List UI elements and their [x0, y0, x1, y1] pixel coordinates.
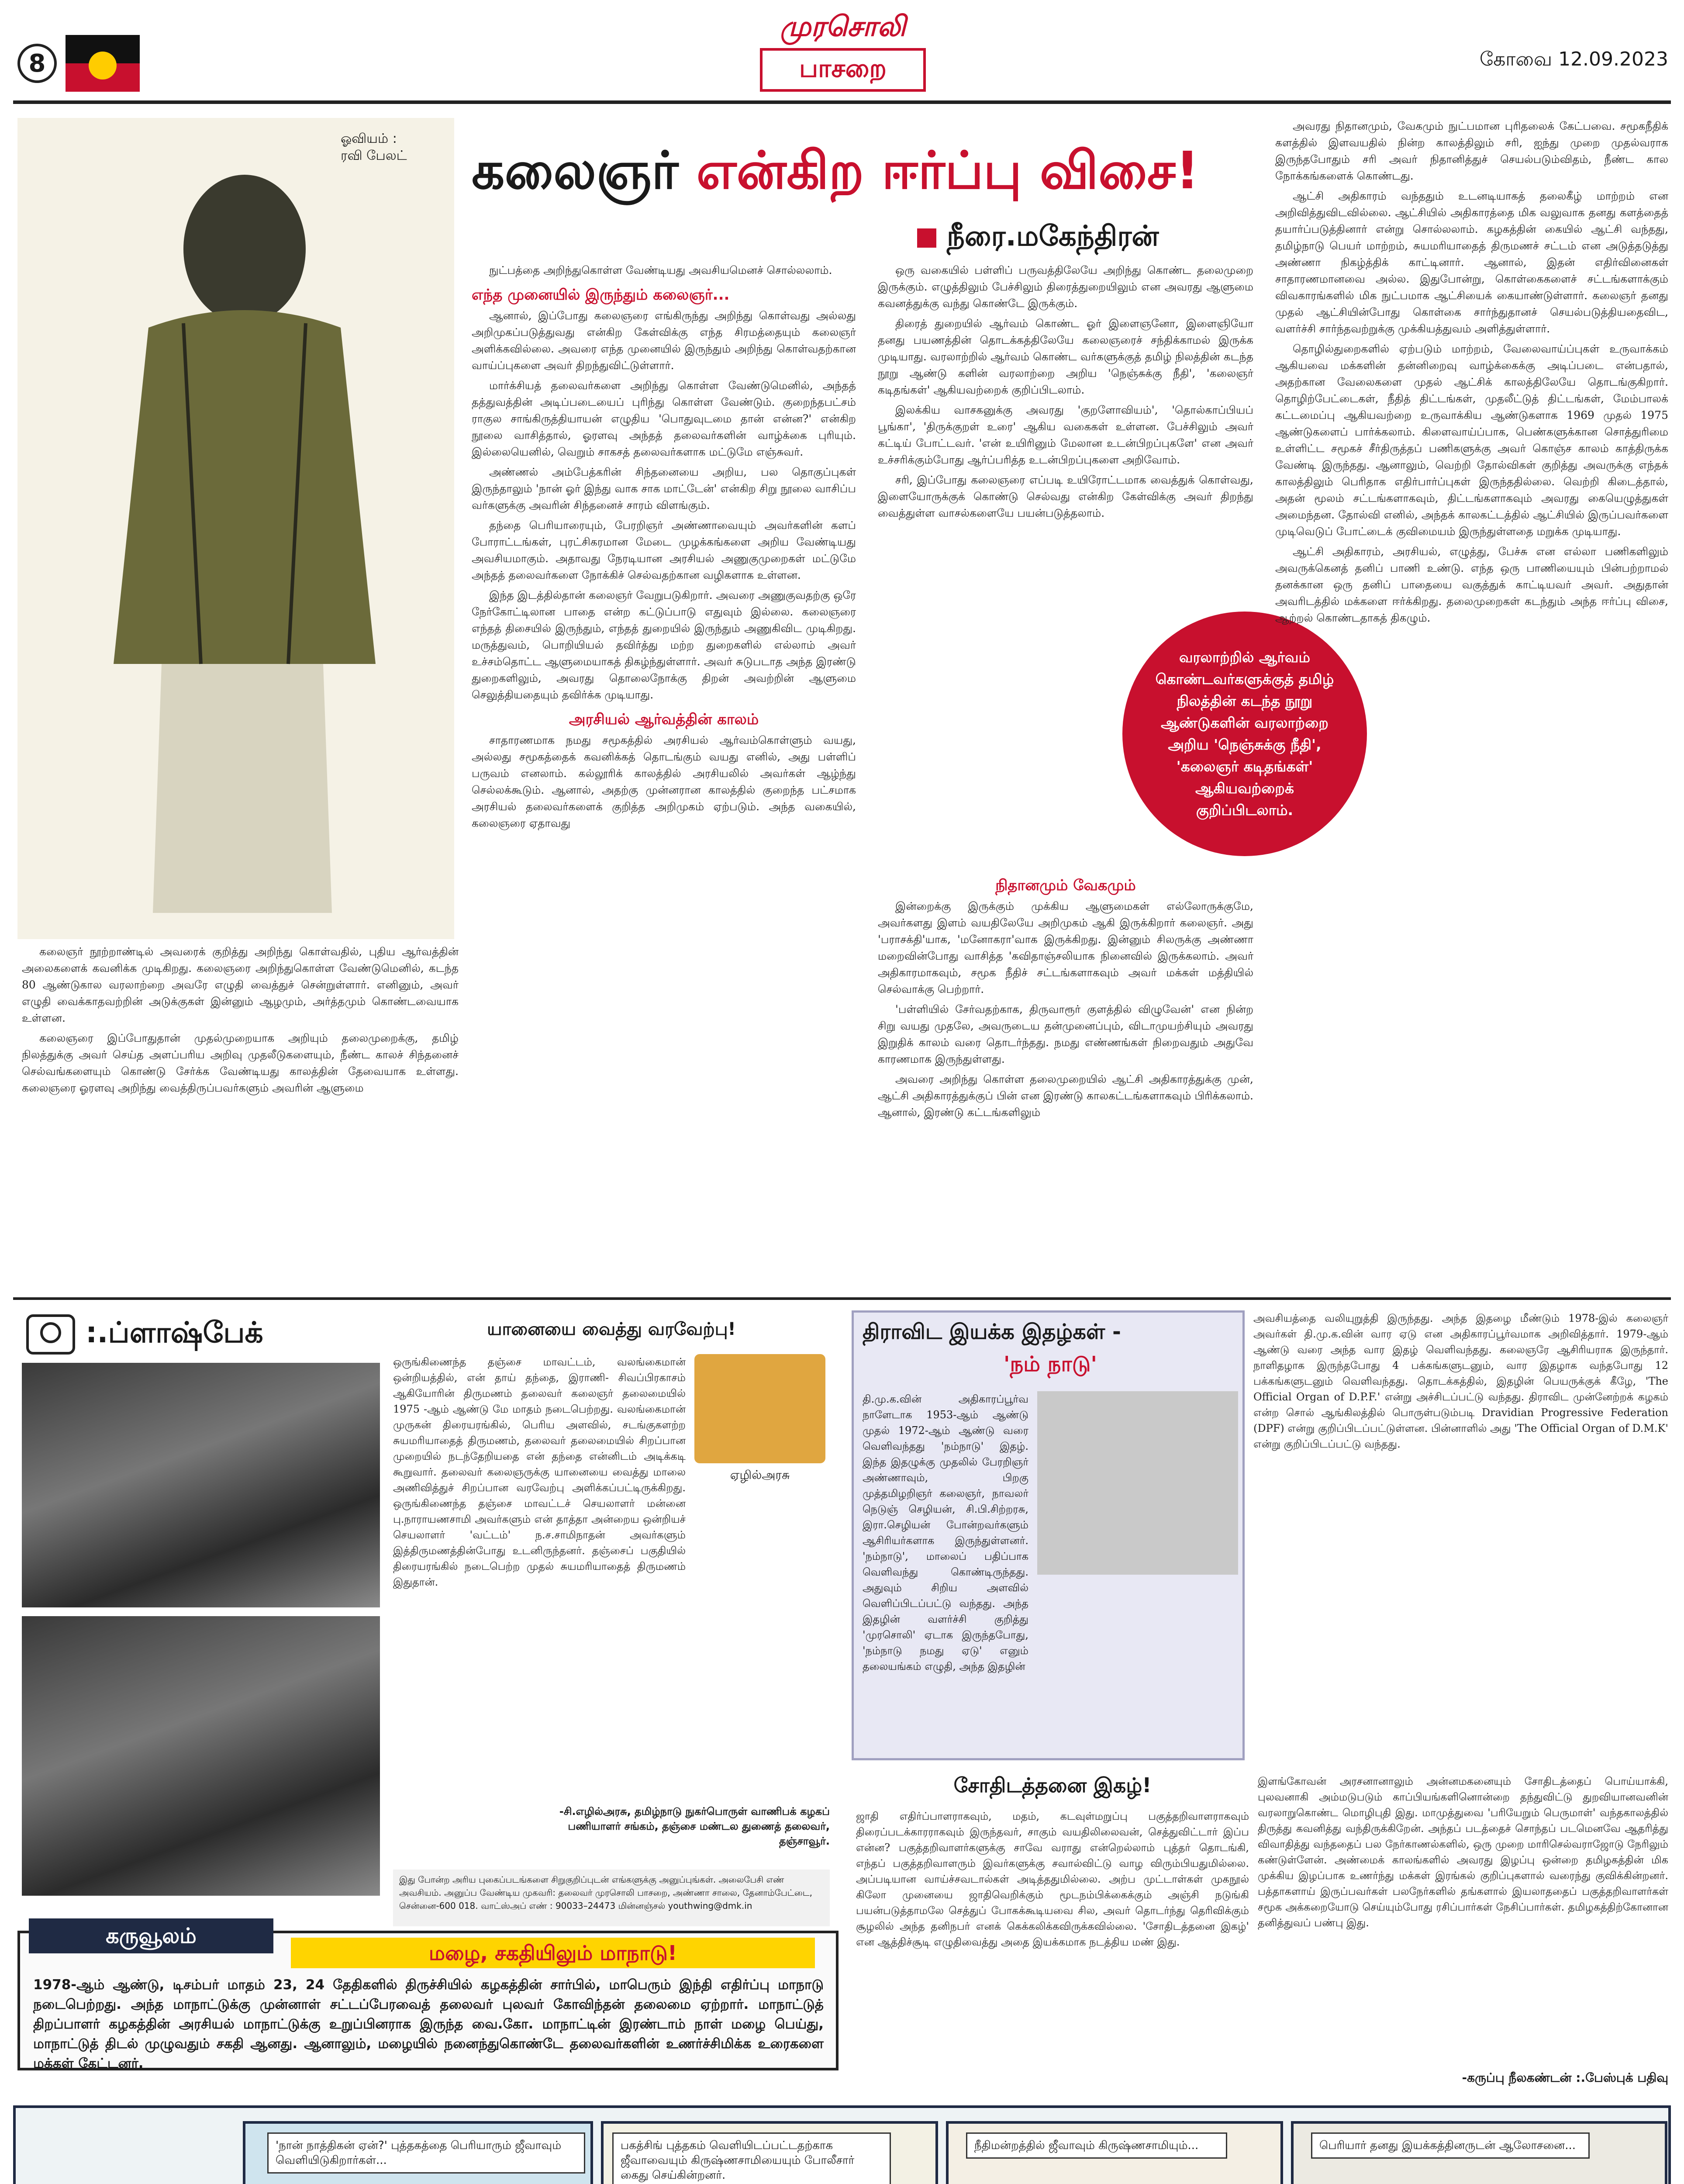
section-rule [13, 1297, 1671, 1300]
karuvoolam-box [17, 1924, 839, 2071]
kalaignar-illustration [17, 118, 454, 939]
flashback-label [26, 1310, 419, 1358]
panel-caption: 'நான் நாத்திகன் ஏன்?' புத்தகத்தை பெரியாரும் ஜீவாவும் வெளியிடுகிறார்கள்... [267, 2132, 585, 2174]
subhead-2: அரசியல் ஆர்வத்தின் காலம் [569, 711, 759, 728]
col1-para: கலைஞரை இப்போதுதான் முதல்முறையாக அறியும் தலைமுறைக்கு, தமிழ் நிலத்துக்கு அவர் செய்த அளப்பரிய அறிவு முதலீடுகளையும், நீண்ட காலச் சிந்தனைச் செல்வங்களையும் கொண்டு சேர்க்க வேண்டியது காலத்தின் தேவையாக உள்ளது. கலைஞரை ஓரளவு அறிந்து வைத்திருப்பவர்களும் அவரின் ஆளுமை [22, 1032, 459, 1094]
camera-icon [26, 1314, 75, 1355]
masthead-top: முரசொலி [780, 10, 906, 43]
col2-para: மார்க்சியத் தலைவர்களை அறிந்து கொள்ள வேண்டுமெனில், அந்தத் தத்துவத்தின் அடிப்படையைப் புரிந்து கொள்ள வேண்டும். குறைந்தபட்சம் ராகுல சாங்கிருத்தியாயன் எழுதிய 'பொதுவுடமை தான் என்ன?' என்கிற நூலை வாசித்தால், ஓரளவு அந்தத் தலைவர்களின் வாழ்க்கை புரியும். இல்லையெனில், வெறும் சாகசத் தலைவர்களாக மட்டுமே எஞ்சுவர். [472, 379, 856, 458]
byline [917, 218, 1258, 258]
subhead-3: நிதானமும் வேகமும் [995, 877, 1136, 894]
karuvoolam-label: கருவூலம் [29, 1918, 273, 1953]
city-date: கோவை 12.09.2023 [1479, 48, 1668, 70]
col3-para: திரைத் துறையில் ஆர்வம் கொண்ட ஓர் இளைஞனோ, இளைஞியோ தனது பயணத்தின் தொடக்கத்திலேயே கலைஞரைச் சந்திக்காமல் இருக்க முடியாது. வரலாற்றில் ஆர்வம் கொண்ட வர்களுக்குத் தமிழ் நிலத்தின் கடந்த நூறு ஆண்டு களின் வரலாற்றை அறிய 'நெஞ்சுக்கு நீதி', 'கலைஞர் கடிதங்கள்' ஆகியவற்றைக் குறிப்பிடலாம். [878, 317, 1253, 396]
title-black: கலைஞர் [472, 140, 679, 200]
series-title [42, 2125, 142, 2184]
col2-para: அண்ணல் அம்பேத்கரின் சிந்தனையை அறிய, பல தொகுப்புகள் இருந்தாலும் 'நான் ஓர் இந்து வாக சாக மாட்டேன்' என்கிற சிறு நூலை வாசிப்ப வர்களுக்கு அவரின் சிந்தனைச் சாரம் விளங்கும். [472, 466, 856, 511]
comic-panel-4 [1291, 2121, 1667, 2184]
col3-para: சரி, இப்போது கலைஞரை எப்படி உயிரோட்டமாக வைத்துக் கொள்வது, இளையோருக்குக் கொண்டு செல்வது என்கிற கேள்விக்கு அவர் திறந்து வைத்துள்ள வாசல்களையே பயன்படுத்தலாம். [878, 473, 1253, 519]
dravida-box [852, 1310, 1245, 1760]
flashback-body: ஒருங்கிணைந்த தஞ்சை மாவட்டம், வலங்கைமான் ஒன்றியத்தில், என் தாய் தந்தை, இராணி- சிவப்பிரகாசம் ஆகியோரின் திருமணம் தலைவர் கலைஞர் தலைமையில் 1975 -ஆம் ஆண்டு மே மாதம் நடைபெற்றது. வலங்கைமான் முருகன் திரையரங்கில், பெரிய அளவில், சடங்குகளற்ற சுயமரியாதைத் திருமணம், தலைவர் தலைமையில் சிறப்பான முறையில் நடந்தேறியதை என் தந்தை என்னிடம் அடிக்கடி கூறுவார். தலைவர் கலைஞருக்கு யானையை வைத்து மாலை அணிவித்துச் சிறப்பான வரவேற்பு அளிக்கப்பட்டிருக்கிறது. ஒருங்கிணைந்த தஞ்சை மாவட்டச் செயலாளர் மன்னை பு.நாராயணசாமி அவர்களும் என் தாத்தா அன்றைய ஒன்றியச் செயலாளர் 'வட்டம்' ந.ச.சாமிநாதன் அவர்களும் இத்திருமணத்தின்போது உடனிருந்தனர். தஞ்சைப் பகுதியில் திரையரங்கில் நடைபெற்ற முதல் சுயமரியாதைத் திருமணம் இதுதான். [393, 1356, 686, 1588]
page-number: 8 [17, 44, 57, 83]
dmk-logo [66, 35, 140, 92]
comic-panel-1 [243, 2121, 593, 2184]
col4-para: ஆட்சி அதிகாரம், அரசியல், எழுத்து, பேச்சு என எல்லா பணிகளிலும் அவருக்கெனத் தனிப் பாணி உண்டு. எந்த ஒரு பாணியையும் பின்பற்றாமல் தனக்கான ஒரு தனிப் பாதையை வகுத்துக் காட்டியவர் அவர். அதுதான் அவரிடத்தில் மக்களை ஈர்க்கிறது. தலைமுறைகள் கடந்தும் அந்த ஈர்ப்பு விசை, ஆற்றல் கொண்டதாகத் திகழும். [1275, 545, 1668, 624]
sothithanai-right: இளங்கோவன் அரசனானாலும் அன்னமகனையும் சோதிடத்தைப் பொய்யாக்கி, புலவனாகி அம்மடுபடும் காப்பியங்களினொன்றை தந்துவிட்டு துறவியானவனின் வரலாறுகொண்ட மொழிபுதி இது. மாமுத்துவை 'பரியேறும் பெருமாள்' வந்தகாலத்தில் திருத்து கவனித்து வந்திருக்கிறேன். அந்தப் படத்தைச் சொந்தப் படமெனவே ஆதரித்து விவாதித்து வந்ததைப் பல நேர்காணல்களில், ஒரு முறை மாரிசெல்வராஜோடு நேரிலும் கண்டுள்ளேன். அண்மைக் காலங்களில் அவரது இழப்பு ஒன்றை தமிழகத்தின் மிக முக்கிய இழப்பாக உணர்ந்து மக்கள் இரங்கல் குறிப்புகளால் வரைந்து குவிக்கின்றனர். பத்தாகளாய் இருப்பவர்கள் பலநேர்களில் தங்களால் இயலாததைப் பகுத்தறிவாளர்கள் சமூக அக்கறையோடு செய்யும்போது ரசிப்பார்கள் நேசிப்பார்கள். தமிழகத்திற்கோனான தனித்துவப் பண்பு இது. [1258, 1775, 1668, 1929]
flashback-photo-2 [22, 1616, 380, 1896]
col3-para: இன்றைக்கு இருக்கும் முக்கிய ஆளுமைகள் எல்லோருக்குமே, அவர்களது இளம் வயதிலேயே அறிமுகம் ஆகி இருக்கிறார் கலைஞர். அது 'பராசக்தி'யாக, 'மனோகரா'வாக இருக்கிறது. இன்னும் சிலருக்கு அண்ணா மறைவின்போது வாசித்த 'கவிதாஞ்சலியாக நினைவில் இருக்கலாம். அவர் அதிகாரமாகவும், சமூக நீதிச் சட்டங்களாகவும் அவர் மக்கள் மத்தியில் செல்வாக்கு பெற்றார். [878, 900, 1253, 995]
col3-para: 'பள்ளியில் சேர்வதற்காக, திருவாரூர் குளத்தில் விழுவேன்' என நின்ற சிறு வயது முதலே, அவருடைய தன்முனைப்பும், விடாமுயற்சியும் அவரது இறுதிக் காலம் வரை தொடர்ந்தது. நமது எண்ணங்கள் நிறைவதும் அதுவே காரணமாக இருந்துள்ளது. [878, 1003, 1253, 1065]
col3-para: ஒரு வகையில் பள்ளிப் பருவத்திலேயே அறிந்து கொண்ட தலைமுறை இருக்கும். எழுத்திலும் பேச்சிலும் திரைத்துறையிலும் என அவரது ஆளுமை கவனத்துக்கு வந்து கொண்டே இருக்கும். [878, 264, 1253, 310]
header-rule [13, 100, 1671, 104]
col3-para: இலக்கிய வாசகனுக்கு அவரது 'குறளோவியம்', 'தொல்காப்பியப் பூங்கா', 'திருக்குறள் உரை' ஆகிய வகைகள் உள்ளன. பேச்சிலும் அவர் கட்டிய் போட்டவர். 'என் உயிரினும் மேலான உடன்பிறப்புகளே' என அவர் உச்சரிக்கும்போது ஆர்ப்பரித்த உடன்பிறப்புகளை அறிவோம். [878, 404, 1254, 466]
col1-para: கலைஞர் நூற்றாண்டில் அவரைக் குறித்து அறிந்து கொள்வதில், புதிய ஆர்வத்தின் அலைகளைக் கவனிக்க முடிகிறது. கலைஞரை அறிந்துகொள்ள வேண்டுமெனில், கடந்த 80 ஆண்டுகால வரலாற்றை அவரே எழுதி வைத்துச் சென்றுள்ளார். எனினும், அவர் எழுதி வைக்காதவற்றின் அடுக்குகள் இன்னும் ஆழமும், அர்த்தமும் கொண்டவையாக உள்ளன. [22, 945, 459, 1024]
sothithanai-headline: சோதிடத்தனை இகழ்! [953, 1773, 1152, 1797]
flashback-signature: -சி.எழில்அரசு, தமிழ்நாடு நுகர்பொருள் வாணிபக் கழகப் பணியாளர் சங்கம், தஞ்சை மண்டல துணைத் தலைவர், தஞ்சாவூர். [559, 1805, 830, 1847]
subhead-1: எந்த முனையில் இருந்தும் கலைஞர்... [472, 286, 730, 304]
flashback-photo-1 [22, 1363, 380, 1607]
feature-col4 [1275, 118, 1668, 1289]
col2-para: ஆனால், இப்போது கலைஞரை எங்கிருந்து அறிந்து கொள்வது அல்லது அறிமுகப்படுத்துவது என்கிற கேள்விக்கு எந்த சிரமத்தையும் கலைஞர் அளிக்கவில்லை. அவரை எந்த முனையில் இருந்தும் அறிந்து கொள்வதற்கான வாய்ப்புகளை அவர் திறந்துவிட்டுள்ளார். [472, 309, 856, 372]
panel-caption: பெரியார் தனது இயக்கத்தினருடன் ஆலோசனை... [1311, 2132, 1590, 2159]
col2-para: தந்தை பெரியாரையும், பேரறிஞர் அண்ணாவையும் அவர்களின் களப் போராட்டங்கள், புரட்சிகரமான மேடை முழக்கங்களை அறிய வேண்டியது அவசியமாகும். அதாவது நேரடியான அரசியல் அணுகுமுறைகள் மட்டுமே அந்தத் தலைவர்களை நோக்கிச் செல்வதற்கான வழிகளாக உள்ளன. [472, 519, 856, 581]
col4-para: அவரது நிதானமும், வேகமும் நுட்பமான புரிதலைக் கேட்பவை. சமூகநீதிக் களத்தில் இளவயதில் நின்ற காலத்திலும் சரி, ஐந்து முறை முதல்வராக இருந்தபோதும் சரி அவர் நிதானித்துச் செயல்படும்விதம், நீண்ட கால நோக்கங்களைக் கொண்டது. [1275, 120, 1668, 182]
feature-col2 [472, 262, 856, 1289]
panel-caption: நீதிமன்றத்தில் ஜீவாவும் கிருஷ்ணசாமியும்... [966, 2132, 1227, 2159]
col2-para: இந்த இடத்தில்தான் கலைஞர் வேறுபடுகிறார். அவரை அணுகுவதற்கு ஒரே நேர்கோட்டிலான பாதை என்ற கட்டுப்பாடு எதுவும் இல்லை. கலைஞரை எந்தத் திசையில் இருந்தும், எந்தத் துறையில் இருந்தும் அணுகிவிட முடிகிறது. மருத்துவம், பொறியியல் தவிர்த்து மற்ற துறைகளில் எல்லாம் அவர் உச்சம்தொட்ட ஆளுமையாகத் திகழ்ந்துள்ளார். அவர் சுடுபடாத அந்த இரண்டு துறைகளிலும், அவரது தொலைநோக்கு திறன் அவற்றின் ஆளுமை செலுத்தியதையும் தவிர்க்க முடியாது. [472, 589, 856, 701]
dravida-subheadline: 'நம் நாடு' [1003, 1352, 1097, 1376]
flashback-note: இது போன்ற அரிய புகைப்படங்களை சிறுகுறிப்புடன் எங்களுக்கு அனுப்புங்கள். அலைபேசி எண் அவசியம். அனுப்ப வேண்டிய முகவரி: தலைவர் முரசொலி பாசறை, அண்ணா சாலை, தேனாம்பேட்டை, சென்னை-600 018. வாட்ஸ்அப் எண் : 90033–24473 மின்னஞ்சல் youthwing@dmk.in [393, 1870, 830, 1926]
karuvoolam-body: 1978-ஆம் ஆண்டு, டிசம்பர் மாதம் 23, 24 தேதிகளில் திருச்சியில் கழகத்தின் சார்பில், மாபெரும் இந்தி எதிர்ப்பு மாநாடு நடைபெற்றது. அந்த மாநாட்டுக்கு முன்னாள் சட்டப்பேரவைத் தலைவர் புலவர் கோவிந்தன் தலைமை ஏற்றார். மாநாட்டுத் திறப்பாளர் கழகத்தின் அரசியல் மாநாட்டுக்கு உறுப்பினராக இருந்த வை.கோ. மாநாட்டின் இரண்டாம் நாள் மழை பெய்து, மாநாட்டுத் திடல் முழுவதும் சகதி ஆனது. ஆனாலும், மழையில் நனைந்துகொண்டே தலைவர்களின் உணர்ச்சிமிக்க உரைகளை மக்கள் கேட்டனர். [33, 1977, 824, 2071]
dravida-right: அவசியத்தை வலியுறுத்தி இருந்தது. அந்த இதழை மீண்டும் 1978-இல் கலைஞர் அவர்கள் தி.மு.க.வின் வார ஏடு என அதிகாரப்பூர்வமாக அறிவித்தார். 1979-ஆம் ஆண்டு வரை அந்த வார இதழ் வெளிவந்தது. கலைஞரே ஆசிரியராக இருந்தார். நாளிதழாக இருந்தபோது 4 பக்கங்களுடனும், வார இதழாக வந்தபோது 12 பக்கங்களுடனும் வெளிவந்தது. தொடக்கத்தில், இதழின் பெயருக்குக் கீழே, 'The Official Organ of D.P.F.' என்று அச்சிடப்பட்டு வந்தது. திராவிட முன்னேற்றக் கழகம் என்ற சொல் ஆங்கிலத்தில் பொருள்படும்படி Dravidian Progressive Federation (DPF) என்று குறிப்பிடப்பட்டுள்ளன. பின்னாளில் அது 'The Official Organ of D.M.K' என்று குறிப்பிடப்பட்டு வந்தது. [1253, 1312, 1668, 1450]
flashback-headline: யானையை வைத்து வரவேற்பு! [487, 1319, 736, 1339]
panel-caption: பகத்சிங் புத்தகம் வெளியிடப்பட்டதற்காக ஜீவாவையும் கிருஷ்ணசாமியையும் போலீசார் கைது செய்கின்றனர். [612, 2132, 891, 2184]
masthead-bottom: பாசறை [760, 48, 926, 92]
author-name: நீரை.மகேந்திரன் [947, 220, 1159, 252]
byline-marker [917, 228, 936, 248]
nam-nadu-newspaper [1037, 1391, 1238, 1575]
comic-panel-2 [601, 2121, 938, 2184]
sothithanai-signature: -கருப்பு நீலகண்டன் :.பேஸ்புக் பதிவு [1462, 2070, 1668, 2085]
feature-col3-top [878, 262, 1253, 625]
title-red: என்கிற ஈர்ப்பு விசை! [696, 140, 1199, 200]
comic-strip [13, 2105, 1671, 2184]
feature-col1 [22, 943, 459, 1284]
col3-para: அவரை அறிந்து கொள்ள தலைமுறையில் ஆட்சி அதிகாரத்துக்கு முன், ஆட்சி அதிகாரத்துக்குப் பின் என இரண்டு காலகட்டங்களாகவும் பிரிக்கலாம். ஆனால், இரண்டு கட்டங்களிலும் [878, 1073, 1253, 1119]
comic-panel-3 [946, 2121, 1283, 2184]
col4-para: தொழில்துறைகளில் ஏற்படும் மாற்றம், வேலைவாய்ப்புகள் உருவாக்கம் ஆகியவை மக்களின் தன்னிறைவு வாழ்க்கைக்கு அடிப்படை என்பதால், அதற்கான வேலைகளை முதல் ஆட்சிக் காலத்திலேயே தொடங்குகிறார். தொழிற்பேட்டைகள், நீதித் திட்டங்கள், முதலீட்டுத் திட்டங்கள், மேம்பாலக் கட்டமைப்பு ஆகியவற்றை உருவாக்கிய ஆண்டுகளாக 1969 முதல் 1975 ஆண்டுகளைப் பார்க்கலாம். கிளைவாய்ப்பாக, பெண்களுக்கான சொத்துரிமை உள்ளிட்ட சமூகச் சீர்திருத்தப் பணிகளுக்கு அவர் கொஞ்ச காலம் காத்திருக்க வேண்டி இருந்தது. ஆனாலும், வெற்றி தோல்விகள் குறித்து அவருக்கு எந்தக் காலத்திலும் பெரிதாக எதிர்பார்ப்புகள் இருந்ததில்லை. வெற்றி கிடைத்தால், அதன் மூலம் சட்டங்களாகவும், திட்டங்களாகவும் அவரது கையெழுத்துகள் அமைந்தன. தோல்வி எனில், அந்தக் காலகட்டத்தில் ஆட்சியில் இருப்பவர்களை முடிவெடுப் போட்டைக் குவிமையம் இருந்துள்ளதை மறுக்க முடியாது. [1275, 342, 1668, 538]
col4-para: ஆட்சி அதிகாரம் வந்ததும் உடனடியாகத் தலைகீழ் மாற்றம் என அறிவித்துவிடவில்லை. ஆட்சியில் அதிகாரத்தை மிக வலுவாக தனது களத்தைத் தயார்ப்படுத்தினார் என்று சொல்லலாம். கழகத்தின் கையில் ஆட்சி வந்தது, தமிழ்நாடு பெயர் மாற்றம், சுயமரியாதைத் திருமணச் சட்டம் என அடுத்தடுத்து அண்ணா நிகழ்த்திக் காட்டினார். ஆனால், இதன் எதிர்வினைகள் சாதாரணமானவை அல்ல. இதுபோன்று, கொள்கைகளைச் சட்டங்களாக்கும் விவகாரங்களில் மிக நுட்பமாக ஆட்சியைக் கையாண்டுள்ளார். கலைஞர் தனது முதல் ஆட்சியின்போது கொள்கை சார்ந்துதானச் செயல்படுத்தியதைவிட, வளர்ச்சி சார்ந்தவற்றுக்கு முக்கியத்துவம் அளித்துள்ளார். [1275, 190, 1668, 335]
feature-col3-bottom [878, 869, 1253, 1289]
col2-para: சாதாரணமாக நமது சமூகத்தில் அரசியல் ஆர்வம்கொள்ளும் வயது, அல்லது சமூகத்தைக் கவனிக்கத் தொடங்கும் வயது எனில், அது பள்ளிப் பருவம் எனலாம். கல்லூரிக் காலத்தில் அரசியலில் அவர்கள் ஆழ்ந்து செல்லக்கூடும். ஆனால், அதற்கு முன்னரான காலத்தில் குறைந்த பட்சமாக அரசியல் தலைவர்களைக் குறித்த அறிமுகம் ஏற்படும். அந்த வகையில், கலைஞரை ஏதாவது [472, 734, 856, 829]
dravida-left: தி.மு.க.வின் அதிகாரப்பூர்வ நாளேடாக 1953-ஆம் ஆண்டு முதல் 1972-ஆம் ஆண்டு வரை வெளிவந்தது 'நம்நாடு' இதழ். இந்த இதழுக்கு முதலில் பேரறிஞர் அண்ணாவும், பிறகு முத்தமிழறிஞர் கலைஞர், நாவலர் நெடுஞ் செழியன், சி.பி.சிற்றரசு, இரா.செழியன் போன்றவர்களும் ஆசிரியர்களாக இருந்துள்ளனர். 'நம்நாடு', மாலைப் பதிப்பாக வெளிவந்து கொண்டிருந்தது. அதுவும் சிறிய அளவில் வெளிப்பிடப்பட்டு வந்தது. அந்த இதழின் வளர்ச்சி குறித்து 'முரசொலி' ஏடாக இருந்தபோது, 'நம்நாடு நமது ஏடு' எனும் தலையங்கம் எழுதி, அந்த இதழின் [863, 1393, 1028, 1673]
dravida-headline: திராவிட இயக்க இதழ்கள் - [863, 1320, 1121, 1344]
pull-quote: வரலாற்றில் ஆர்வம் கொண்டவர்களுக்குத் தமிழ் நிலத்தின் கடந்த நூறு ஆண்டுகளின் வரலாற்றை அறிய 'நெஞ்சுக்கு நீதி', 'கலைஞர் கடிதங்கள்' ஆகியவற்றைக் குறிப்பிடலாம். [1122, 612, 1367, 856]
contributor-photo [694, 1354, 825, 1463]
karuvoolam-headline: மழை, சகதியிலும் மாநாடு! [291, 1938, 815, 1968]
col2-para: நுட்பத்தை அறிந்துகொள்ள வேண்டியது அவசியமெனச் சொல்லலாம். [489, 264, 832, 276]
sothithanai-left: ஜாதி எதிர்ப்பாளராகவும், மதம், கடவுள்மறுப்பு பகுத்தறிவாளராகவும் திரைப்படக்காரராகவும் இருந்தவர், சாகும் வயதிலிலைவன், செத்துவிட்டார் இப்ப என்ன? பகுத்தறிவாளர்களுக்கு சாவே வராது என்றெல்லாம் புத்தர் தொடங்கி, எந்தப் பகுத்தறிவாளரும் இவர்களுக்கு சவால்விட்டு வாழ விரும்பியதுமில்லை. அப்படியான வாய்ச்சவடால்கள் அடித்ததுமில்லை. அற்ப முட்டாள்கள் முகநூல் கிலோ முனையை ஜாதிவெறிக்கும் மூடநம்பிக்கைக்கும் அஞ்சி நடுங்கி பயன்படுத்தாமலே செத்துப் போகக்கூடியவை சில, அவர் தொடர்ந்து தெரிவிக்கும் சூழலில் அந்த தனிநபர் எனக் கெக்கலிக்கவிருக்கவில்லை. 'சோதிடத்தனை இகழ்' என ஆத்திச்சூடி எழுதிவைத்து அதை இயக்கமாக நடத்திய மண் இது. [856, 1810, 1249, 1948]
flashback-title: :.ப்ளாஷ்பேக் [86, 1316, 263, 1349]
illustration-credit: ஓவியம் : ரவி பேலட் [341, 131, 407, 163]
contributor-name: ஏழில்அரசு [730, 1468, 790, 1482]
